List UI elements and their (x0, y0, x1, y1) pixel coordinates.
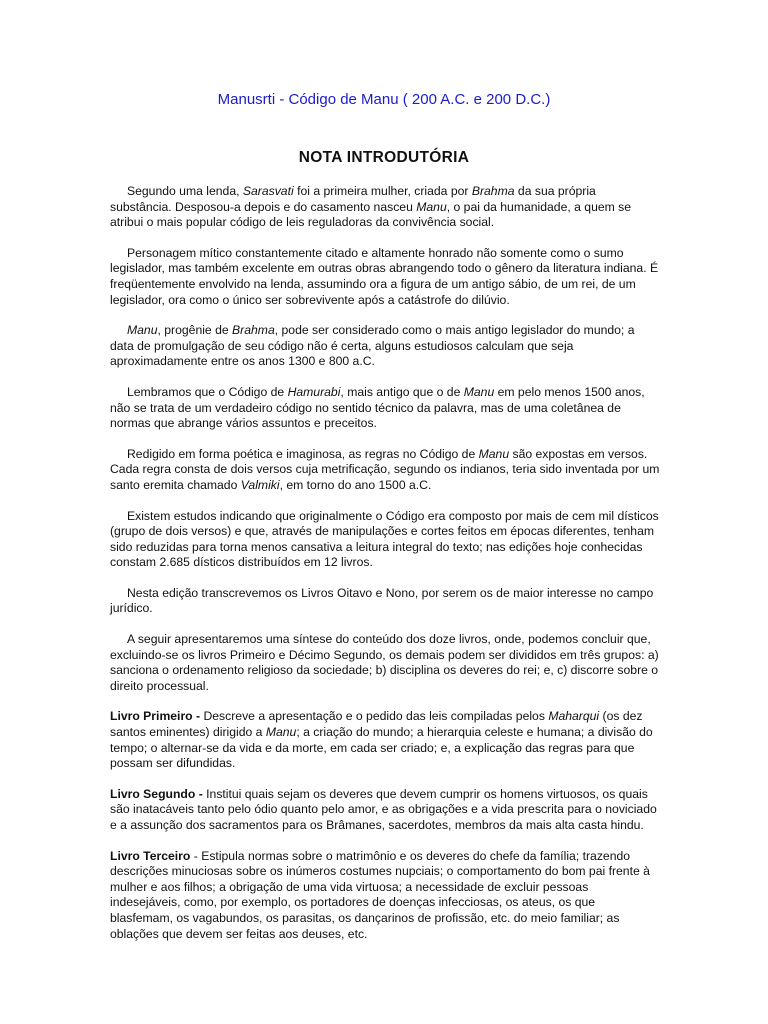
livro-terceiro-paragraph: Livro Terceiro - Estipula normas sobre o matrimônio e os deveres do chefe da família; trazendo descrições minuciosas sobre os inúmeros costumes nupciais; o comportamento do bom pai frente à mulher e aos filhos; a obrigação de uma vida virtuosa; a necessidade de excluir pessoas indesejáveis, como, por exemplo, os portadores de doenças infecciosas, os ateus, os que blasfemam, os vagabundos, os parasitas, os dançarinos de profissão, etc. do meio familiar; as oblações que devem ser feitas aos deuses, etc. (110, 848, 650, 941)
paragraph: Manu, progênie de Brahma, pode ser considerado como o mais antigo legislador do mundo; a data de promulgação de seu código não é certa, alguns estudiosos calculam que seja aproximadamente entre os anos 1300 e 800 a.C. (110, 323, 635, 369)
livro-label: Livro Segundo - (110, 786, 203, 801)
section-heading: NOTA INTRODUTÓRIA (298, 149, 470, 166)
paragraph: Segundo uma lenda, Sarasvati foi a primeira mulher, criada por Brahma da sua própria substância. Desposou-a depois e do casamento nasceu Manu, o pai da humanidade, a quem se atribui o mais popular código de leis reguladoras da convivência social. (110, 184, 632, 230)
livro-primeiro-paragraph: Livro Primeiro - Descreve a apresentação e o pedido das leis compiladas pelos Maharqui (os dez santos eminentes) dirigido a Manu; a criação do mundo; a hierarquia celeste e humana; a divisão do tempo; o alternar-se da vida e da morte, em cada ser criado; e, a explicação das regras para que possam ser difundidas. (110, 709, 653, 771)
document-body (110, 184, 660, 957)
document-title: Manusrti - Código de Manu ( 200 A.C. e 200 D.C.) (217, 91, 551, 108)
paragraph: Personagem mítico constantemente citado e altamente honrado não somente como o sumo legislador, mas também excelente em outras obras abrangendo todo o gênero da literatura indiana. É freqüentemente envolvido na lenda, assumindo ora a figura de um antigo sábio, de um rei, de um legislador, ora como o único ser sobrevivente após a catástrofe do dilúvio. (110, 245, 659, 307)
paragraph: Redigido em forma poética e imaginosa, as regras no Código de Manu são expostas em versos. Cada regra consta de dois versos cuja metrificação, segundo os indianos, teria sido inventada por um santo eremita chamado Valmiki, em torno do ano 1500 a.C. (110, 446, 660, 492)
livro-segundo-paragraph: Livro Segundo - Institui quais sejam os deveres que devem cumprir os homens virtuosos, os quais são inatacáveis tanto pelo ódio quanto pelo amor, e as obrigações e a vida prescrita para o noviciado e a assunção dos sacramentos para os Brâmanes, sacerdotes, membros da mais alta casta hindu. (110, 786, 657, 832)
livro-label: Livro Terceiro (110, 848, 191, 863)
livro-label: Livro Primeiro - (110, 709, 201, 724)
paragraph: A seguir apresentaremos uma síntese do conteúdo dos doze livros, onde, podemos concluir que, excluindo-se os livros Primeiro e Décimo Segundo, os demais podem ser divididos em três grupos: a) sanciona o ordenamento religioso da sociedade; b) disciplina os deveres do rei; e, c) discorre sobre o direito processual. (110, 632, 659, 693)
paragraph: Nesta edição transcrevemos os Livros Oitavo e Nono, por serem os de maior interesse no campo jurídico. (110, 585, 654, 616)
paragraph: Existem estudos indicando que originalmente o Código era composto por mais de cem mil dísticos (grupo de dois versos) e que, através de manipulações e cortes feitos em épocas diferentes, tenham sido reduzidas para torna menos cansativa a leitura integral do texto; nas edições hoje conhecidas constam 2.685 dísticos distribuídos em 12 livros. (110, 508, 659, 570)
paragraph: Lembramos que o Código de Hamurabi, mais antigo que o de Manu em pelo menos 1500 anos, não se trata de um verdadeiro código no sentido técnico da palavra, mas de uma coletânea de normas que abrange vários assuntos e preceitos. (110, 384, 645, 431)
